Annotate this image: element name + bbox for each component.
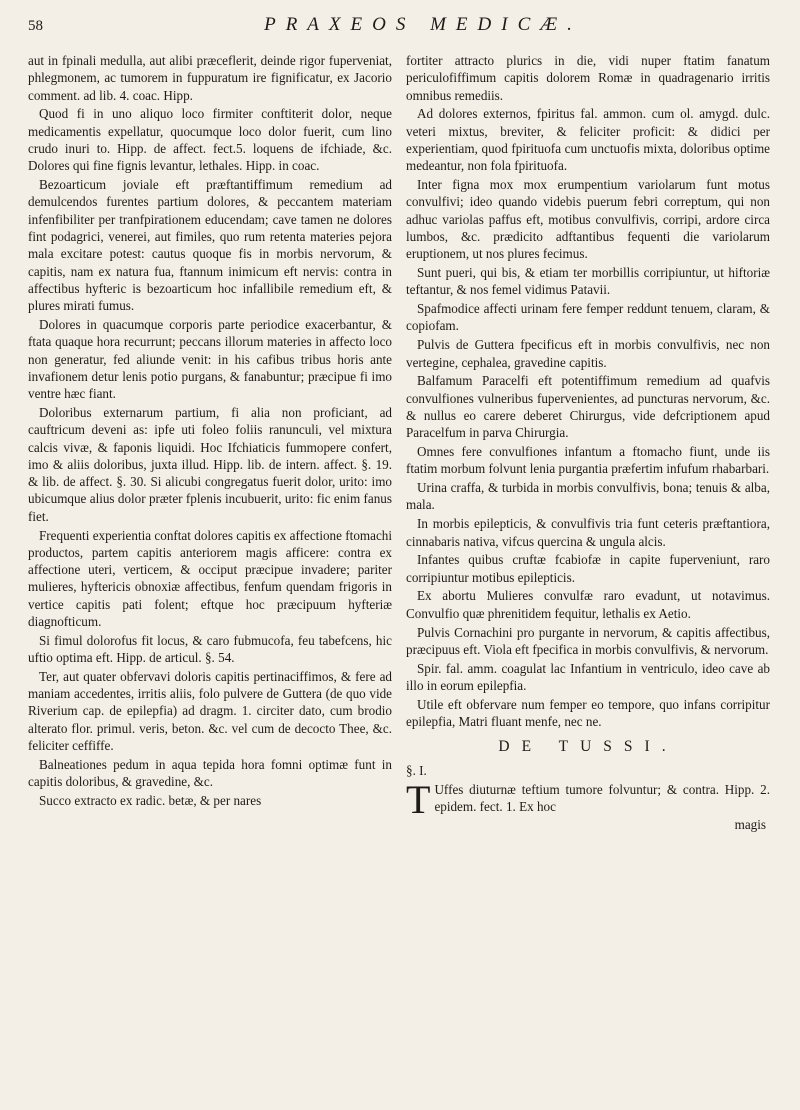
- right-column-paragraph: Ex abortu Mulieres convulfæ raro evadunt, ut notavimus. Convulfio quæ phrenitidem fequitur, lethalis ex Aetio.: [406, 588, 770, 621]
- left-column-paragraph: Quod fi in uno aliquo loco firmiter conftiterit dolor, neque medicamentis expellatur, quocumque loco dolor fuerit, cum lino crudo inuri to. Hipp. de affect. fect.5. loquens de ifchiade, &c. Dolores qui fine fignis levantur, lethales. Hipp. in coac.: [28, 106, 392, 174]
- right-column-paragraph: Omnes fere convulfiones infantum a ftomacho fiunt, unde iis ftatim morbum folvunt lenia purgantia præfertim infufum rhabarbari.: [406, 444, 770, 477]
- running-title: PRAXEOS MEDICÆ.: [264, 14, 582, 35]
- right-column-paragraph: Inter figna mox mox erumpentium variolarum funt motus convulfivi; ideo quando videbis puerum febri correptum, qui non adhuc variolas paffus eft, motibus convulfivis, corripi, ardore circa lumbos, &c. prædicito adftantibus fequenti die variolarum eruptionem, ut nos plures fecimus.: [406, 177, 770, 262]
- right-column-paragraph: Utile eft obfervare num femper eo tempore, quo infans corripitur epilepfia, Matri fluant menfe, nec ne.: [406, 696, 770, 729]
- left-column-paragraph: Balneationes pedum in aqua tepida hora fomni optimæ funt in capitis doloribus, & gravedine, &c.: [28, 756, 392, 790]
- right-column-paragraph: Pulvis de Guttera fpecificus eft in morbis convulfivis, nec non vertegine, cephalea, gravedine capitis.: [406, 337, 770, 370]
- left-column-paragraph: Succo extracto ex radic. betæ, & per nares: [39, 792, 262, 808]
- left-column-paragraph: Ter, aut quater obfervavi doloris capitis pertinaciffimos, & fere ad maniam accedentes, irritis aliis, folo pulvere de Guttera (de quo vide Riverium cap. de epilepfia) ad dragm. 1. circiter dato, cum brodio alterato flor. primul. veris, beton. &c. vel cum de decocto Thee, &c. feliciter ceffiffe.: [28, 668, 392, 754]
- right-column-paragraph: In morbis epilepticis, & convulfivis tria funt ceteris præftantiora, cinnabaris nativa, vifcus quercina & ungula alcis.: [406, 516, 770, 549]
- right-column-paragraphs: [406, 52, 770, 730]
- left-column-paragraph: Si fimul dolorofus fit locus, & caro fubmucofa, feu tabefcens, hic uftio optima eft. Hipp. de articul. §. 54.: [28, 632, 392, 666]
- right-column-paragraph: Balfamum Paracelfi eft potentiffimum remedium ad quafvis convulfiones vulneribus fupervenientes, ad puncturas nervorum, &c. & nullus eo carere deberet Chirurgus, vide defcriptionem apud Paracelfum in parva Chirurgia.: [406, 373, 770, 441]
- drop-cap-letter: T: [406, 777, 431, 823]
- right-column-paragraph: Spafmodice affecti urinam fere femper reddunt tenuem, claram, & copiofam.: [406, 301, 770, 334]
- page-number: 58: [28, 18, 43, 34]
- section-first-paragraph: [406, 777, 770, 823]
- right-column-paragraph: Ad dolores externos, fpiritus fal. ammon. cum ol. amygd. dulc. veteri mixtus, breviter, & feliciter proficit: & didici per experientiam, quod fpirituofa cum unctuofis mixta, doloribus optime medeantur, non fola fpirituofa.: [406, 106, 770, 174]
- left-column-paragraph: Doloribus externarum partium, fi alia non proficiant, ad cauftricum deveni as: ipfe uti foleo foliis ranunculi, vel mixtura calcis vivæ, & faponis liquidi. Hoc Ifchiaticis fummopere confert, imo & aliis doloribus, juxta illud. Hipp. lib. de intern. affect. §. 19. & lib. de affect. §. 30. Si alicubi congregatus fuerit dolor, urito: imo ubicumque alius dolor præter fplenis incubuerit, urito: fic enim fanus fiet.: [28, 404, 392, 524]
- section-first-text: Uffes diuturnæ teftium tumore folvuntur; & contra. Hipp. 2. epidem. fect. 1. Ex hoc: [434, 782, 770, 815]
- left-column-paragraph: Bezoarticum joviale eft præftantiffimum remedium ad demulcendos furentes partium dolores, & peccantem materiam infenfibiliter per tranfpirationem educendam; cave tamen ne dolores fint podagrici, venerei, aut fimiles, quo rum retenta materies pejora mala excitare potest: cautus quoque fis in morbis nervorum, & capitis, nam ex natura fua, ftannum inimicum eft nervis: contra in affectibus hyfteric is bezoarticum hoc infallibile remedium eft, & plures mirati fumus.: [28, 177, 392, 314]
- left-column: [28, 52, 392, 833]
- left-column-paragraph: Frequenti experientia conftat dolores capitis ex affectione ftomachi productos, partem capitis anteriorem magis afficere: contra ex affectione uteri, verticem, & occiput præcipue invadere; pariter mulieres, hyftericis obnoxiæ affectibus, fenfum quendam frigoris in vertice capitis pati folent; eftque hoc præcipuum hyfteriæ diagnofticum.: [28, 527, 392, 629]
- page-header: [28, 14, 770, 52]
- right-column-paragraph: Spir. fal. amm. coagulat lac Infantium in ventriculo, ideo cave ab illo in eorum epilepfia.: [406, 660, 770, 693]
- right-column: [406, 52, 770, 833]
- text-columns: [28, 52, 770, 833]
- right-column-paragraph: fortiter attracto plurics in die, vidi nuper ftatim fanatum periculofiffimum capitis dolorem Romæ in quadragenario irritis omnibus remediis.: [406, 53, 770, 103]
- catchword: magis: [734, 817, 766, 833]
- section-paragraph-number: §. I.: [406, 763, 427, 779]
- left-column-paragraph: aut in fpinali medulla, aut alibi præceflerit, deinde rigor fuperveniat, phlegmonem, ac tumorem in fuppuratum ire fignificatur, ex Jacorio comment. ad lib. 4. coac. Hipp.: [28, 53, 392, 103]
- right-column-paragraph: Urina craffa, & turbida in morbis convulfivis, bona; tenuis & alba, mala.: [406, 480, 770, 513]
- right-column-paragraph: Pulvis Cornachini pro purgante in nervorum, & capitis affectibus, præcipuus eft. Viola eft fpecifica in morbis convulfivis, & nervorum.: [406, 624, 770, 657]
- left-column-paragraph: Dolores in quacumque corporis parte periodice exacerbantur, & ftata quaque hora recurrunt; peccans illorum materies in affecto loco non generatur, fed aliunde venit: in his cafibus tribus horis ante invafionem detur lenis potio purgans, & fanabuntur; præcipue fi imo ventre hæc fiant.: [28, 316, 392, 402]
- right-column-paragraph: Sunt pueri, qui bis, & etiam ter morbillis corripiuntur, ut hiftoriæ teftantur, & nos femel vidimus Patavii.: [406, 265, 770, 298]
- section-heading: DE TUSSI.: [498, 738, 678, 756]
- right-column-paragraph: Infantes quibus cruftæ fcabiofæ in capite fuperveniunt, raro corripiuntur motibus epilepticis.: [406, 552, 770, 585]
